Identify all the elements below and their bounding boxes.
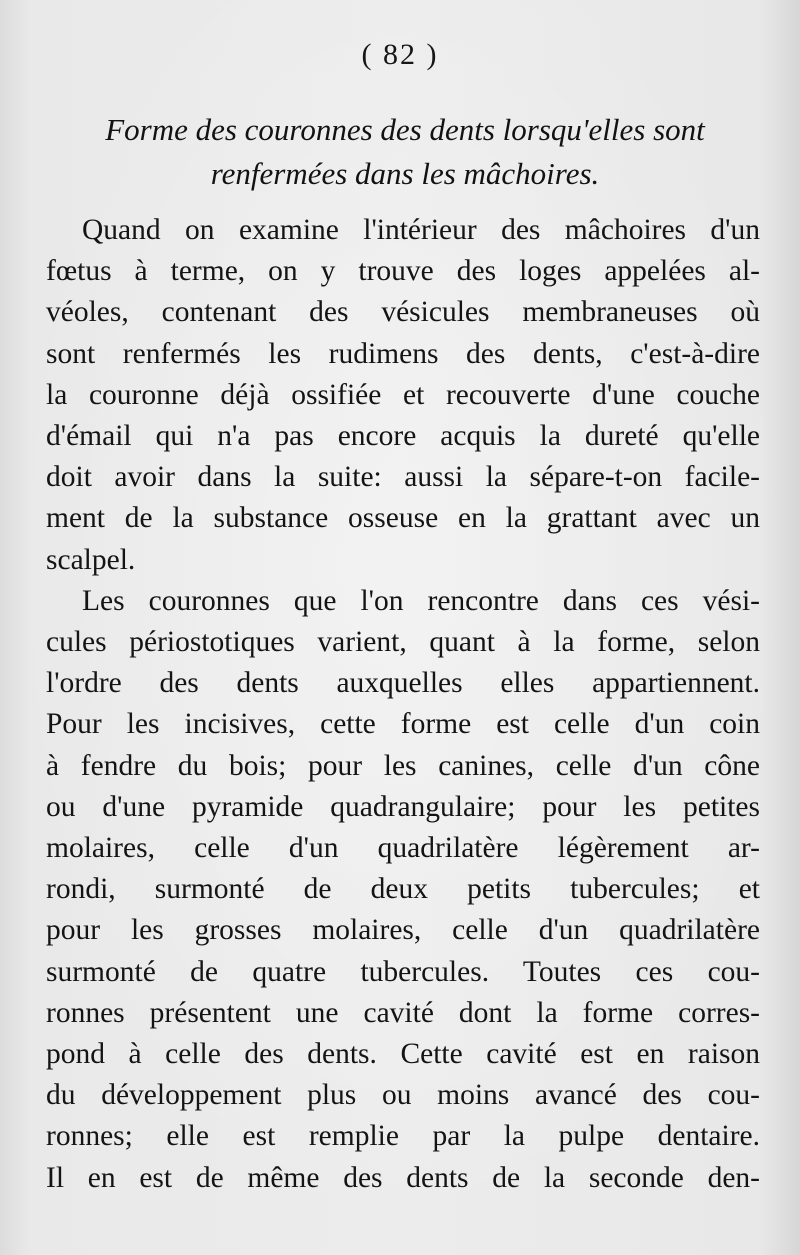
text-line: véoles, contenant des vésicules membraneuses où	[46, 296, 760, 329]
paragraph	[46, 210, 760, 581]
text-line: cules périostotiques varient, quant à la forme, selon	[46, 626, 760, 659]
text-line: ou d'une pyramide quadrangulaire; pour les petites	[46, 790, 760, 823]
text-line: ronnes présentent une cavité dont la forme corres-	[46, 996, 760, 1029]
body-text	[46, 210, 760, 1199]
page-number: ( 82 )	[361, 38, 439, 71]
text-line: fœtus à terme, on y trouve des loges appelées al-	[46, 255, 760, 288]
text-line: Pour les incisives, cette forme est celle d'un coin	[46, 708, 760, 741]
text-line: l'ordre des dents auxquelles elles appartiennent.	[46, 667, 760, 700]
text-line: surmonté de quatre tubercules. Toutes ces cou-	[46, 955, 760, 988]
text-line: Il en est de même des dents de la seconde den-	[46, 1161, 760, 1194]
text-line: pond à celle des dents. Cette cavité est en raison	[46, 1038, 760, 1071]
text-line: doit avoir dans la suite: aussi la sépare-t-on facile-	[46, 461, 760, 494]
text-line: rondi, surmonté de deux petits tubercules; et	[46, 873, 760, 906]
text-line: Les couronnes que l'on rencontre dans ces vési-	[82, 584, 760, 617]
text-line: molaires, celle d'un quadrilatère légèrement ar-	[46, 832, 760, 865]
text-line: ronnes; elle est remplie par la pulpe dentaire.	[46, 1120, 760, 1153]
paragraph	[46, 581, 760, 1199]
text-line: d'émail qui n'a pas encore acquis la dureté qu'elle	[46, 420, 760, 453]
heading-line: Forme des couronnes des dents lorsqu'elles sont	[105, 112, 705, 147]
section-heading	[40, 108, 770, 196]
text-line: Quand on examine l'intérieur des mâchoires d'un	[82, 214, 760, 246]
text-line: pour les grosses molaires, celle d'un quadrilatère	[46, 914, 760, 947]
text-line: sont renfermés les rudimens des dents, c'est-à-dire	[46, 337, 760, 370]
text-line: à fendre du bois; pour les canines, celle d'un cône	[46, 749, 760, 782]
text-line: ment de la substance osseuse en la grattant avec un	[46, 502, 760, 535]
heading-line: renfermées dans les mâchoires.	[210, 156, 600, 191]
text-line: la couronne déjà ossifiée et recouverte d'une couche	[46, 378, 760, 411]
text-line: du développement plus ou moins avancé des cou-	[46, 1079, 760, 1112]
text-line: scalpel.	[46, 543, 136, 576]
